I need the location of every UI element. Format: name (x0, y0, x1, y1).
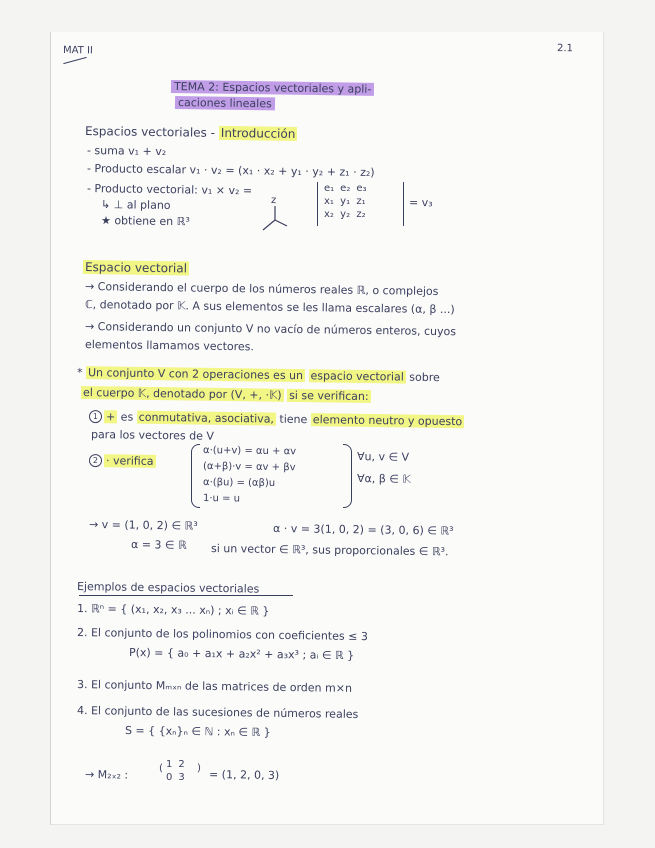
matrix-cell: y₂ (340, 209, 351, 220)
property-1-cont: para los vectores de V (90, 428, 215, 443)
matrix-cell: x₂ (324, 209, 334, 220)
topic-title-line2: caciones lineales (175, 96, 275, 111)
ev-heading: Espacio vectorial (84, 260, 188, 276)
definition-line1: * Un conjunto V con 2 operaciones es un espacio vectorial sobre (76, 366, 440, 385)
ev-line3: → Considerando un conjunto V no vacío de números enteros, cuyos (84, 320, 457, 339)
ev-line4: elementos llamamos vectores. (84, 338, 255, 354)
example-vector: → v = (1, 0, 2) ∈ ℝ³ (88, 518, 198, 533)
matrix-example-lhs: → M₂ₓ₂ : (84, 768, 129, 782)
matrix-2x2-cell: 0 (166, 772, 173, 783)
example-2-set: P(x) = { a₀ + a₁x + a₂x² + a₃x³ ; aᵢ ∈ ℝ } (128, 646, 355, 663)
topic-title-line1: TEMA 2: Espacios vectoriales y apli- (171, 80, 375, 97)
matrix-cell: z₂ (356, 209, 366, 220)
ev-line1: → Considerando el cuerpo de los números reales ℝ, o complejos (84, 280, 439, 298)
cross-product-matrix (321, 182, 370, 221)
intro-suma: - suma v₁ + v₂ (86, 144, 167, 159)
definition-line2: el cuerpo 𝕂, denotado por (V, +, ·𝕂) si se verifican: (82, 386, 369, 404)
cross-product-result: = v₃ (408, 196, 433, 210)
matrix-paren-left: ( (158, 763, 163, 775)
quantifier-vectors: ∀u, v ∈ V (356, 450, 410, 464)
matrix-2x2-cell: 3 (178, 772, 185, 783)
axioms-left-brace (191, 444, 200, 508)
det-left-bar (317, 182, 318, 226)
axiom-2: (α+β)·v = αv + βv (202, 461, 296, 474)
example-scaled: α · v = 3(1, 0, 2) = (3, 0, 6) ∈ ℝ³ (272, 522, 454, 538)
matrix-cell: y₁ (340, 196, 351, 207)
ev-line2: ℂ, denotado por 𝕂. A sus elementos se les llama escalares (α, β ...) (84, 298, 455, 317)
matrix-cell: e₁ (324, 183, 335, 194)
example-4-set: S = { {xₙ}ₙ ∈ ℕ : xₙ ∈ ℝ } (124, 724, 271, 740)
matrix-2x2-cell: 1 (166, 759, 173, 770)
matrix-cell: e₃ (356, 183, 367, 194)
example-1: 1. ℝⁿ = { (x₁, x₂, x₃ ... xₙ) ; xᵢ ∈ ℝ } (76, 602, 270, 618)
matrix-cell: x₁ (324, 196, 334, 207)
example-note: si un vector ∈ ℝ³, sus proporcionales ∈ ℝ³. (210, 542, 449, 559)
notebook-page (50, 32, 604, 825)
axiom-1: α·(u+v) = αu + αv (202, 445, 297, 458)
det-right-bar (403, 182, 404, 226)
intro-producto-vectorial: - Producto vectorial: v₁ × v₂ = (86, 182, 253, 198)
intro-obtiene: ★ obtiene en ℝ³ (100, 214, 190, 229)
axiom-3: α·(βu) = (αβ)u (202, 477, 276, 490)
examples-heading: Ejemplos de espacios vectoriales (76, 580, 260, 596)
matrix-paren-right: ) (196, 763, 201, 775)
intro-heading: Espacios vectoriales - Introducción (84, 124, 296, 141)
course-label: MAT II (62, 45, 93, 57)
matrix-cell: e₂ (340, 183, 351, 194)
intro-perpendicular: ↳ ⊥ al plano (100, 198, 171, 212)
property-2: 2 · verifica (89, 454, 156, 469)
matrix-example-rhs: = (1, 2, 0, 3) (208, 768, 280, 782)
matrix-cell: z₁ (356, 196, 366, 207)
page-number: 2.1 (556, 43, 573, 55)
example-4: 4. El conjunto de las sucesiones de números reales (76, 704, 359, 721)
matrix-2x2 (163, 758, 188, 784)
example-alpha: α = 3 ∈ ℝ (130, 538, 187, 552)
quantifier-scalars: ∀α, β ∈ 𝕂 (356, 472, 411, 486)
matrix-2x2-cell: 2 (178, 759, 185, 770)
examples-heading-underline (79, 595, 293, 596)
intro-producto-escalar: - Producto escalar v₁ · v₂ = (x₁ · x₂ + y₁ · y₂ + z₁ · z₂) (86, 162, 375, 180)
example-2: 2. El conjunto de los polinomios con coeficientes ≤ 3 (76, 626, 368, 644)
example-3: 3. El conjunto Mₘₓₙ de las matrices de orden m×n (76, 678, 353, 695)
axioms-right-brace (343, 444, 352, 508)
property-1: 1 + es conmutativa, asociativa, tiene elemento neutro y opuesto (89, 410, 464, 429)
axiom-4: 1·u = u (202, 493, 241, 505)
axis-label: z (270, 195, 277, 207)
